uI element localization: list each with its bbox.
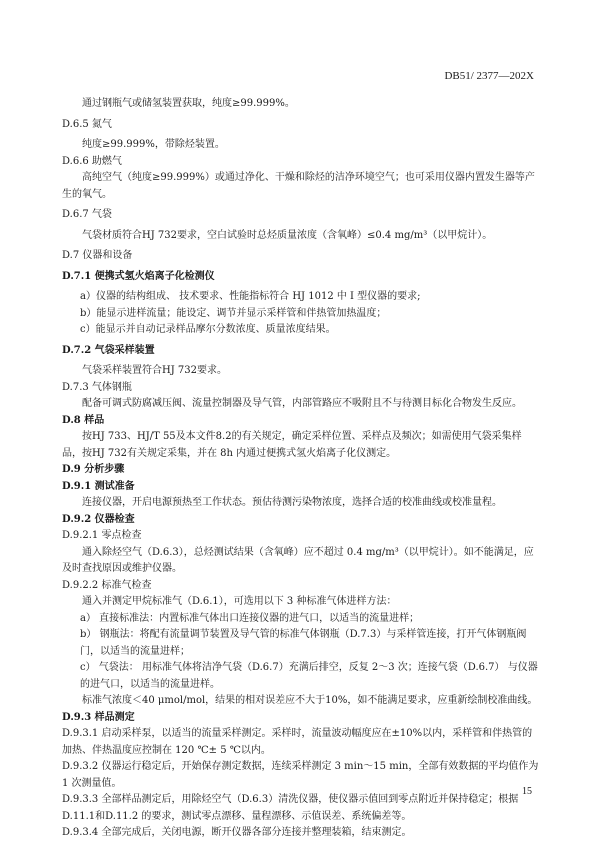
text-line: 高纯空气（纯度≥99.999%）或通过净化、干燥和除烃的洁净环境空气；也可采用仪器内置发生器等产生的氧气。 [62,172,535,200]
text-line: 配备可调式防腐减压阀、流量控制器及导气管，内部管路应不吸附且不与待测目标化合物发生反应。 [82,398,522,409]
text-line: D.6.5 氮气 [62,118,112,130]
text-line: D.9.3.4 全部完成后，关闭电源，断开仪器各部分连接并整理装箱，结束测定。 [62,827,412,838]
text-line: D.6.6 助燃气 [62,155,122,167]
text-line: D.7.1 便携式氢火焰离子化检测仪 [62,270,215,282]
text-line: D.9.3.2 仪器运行稳定后，开始保存测定数据，连续采样测定 3 min～15 min，全部有效数据的平均值作为 1 次测量值。 [62,761,539,789]
page-number: 15 [522,786,532,797]
text-line: 气袋材质符合HJ 732要求，空白试验时总烃质量浓度（含氧峰）≤0.4 mg/m³（以甲烷计）。 [82,229,493,241]
text-line: c） 气袋法： 用标准气体将洁净气袋（D.6.7）充满后排空，反复 2～3 次；连接气袋（D.6.7） 与仪器的进气口，以适当的流量进样。 [80,662,538,690]
text-line: D.9.1 测试准备 [62,480,135,492]
text-line: D.8 样品 [62,414,105,426]
text-line: a） 直接标准法：内置标准气体出口连接仪器的进气口，以适当的流量进样； [80,612,420,624]
text-line: D.9.2.1 零点检查 [62,530,142,541]
text-line: 标准气浓度＜40 μmol/mol，结果的相对误差应不大于10%，如不能满足要求，应重新绘制校准曲线。 [82,695,538,706]
text-line: 气袋采样装置符合HJ 732要求。 [82,365,227,376]
text-line: D.9.3.3 全部样品测定后，用除烃空气（D.6.3）清洗仪器，使仪器示值回到零点附近并保持稳定；根据D.11.1和D.11.2 的要求，测试零点漂移、量程漂移、示值误差、系统偏差等。 [62,794,519,822]
text-line: D.9.2.2 标准气检查 [62,579,152,591]
text-line: D.7.3 气体钢瓶 [62,381,132,393]
text-line: D.9.3.1 启动采样泵，以适当的流量采样测定。采样时，流量波动幅度应在±10%以内，采样管和伴热管的加热、伴热温度应控制在 120 ℃± 5 ℃以内。 [62,728,533,756]
text-line: D.6.7 气袋 [62,209,112,220]
text-line: D.9.3 样品测定 [62,711,135,723]
text-line: D.9.2 仪器检查 [62,513,135,525]
text-line: 连接仪器，开启电源预热至工作状态。预估待测污染物浓度，选择合适的校准曲线或校准量程。 [82,497,502,508]
text-line: D.7.2 气袋采样装置 [62,344,155,356]
text-line: a）仪器的结构组成、 技术要求、性能指标符合 HJ 1012 中 I 型仪器的要求; [80,291,421,302]
text-line: D.7 仪器和设备 [62,250,133,261]
text-line: b） 钢瓶法：将配有流量调节装置及导气管的标准气体钢瓶（D.7.3）与采样管连接，打开气体钢瓶阀门，以适当的流量进样； [80,629,527,657]
text-line: 按HJ 733、HJ/T 55及本文件8.2的有关规定，确定采样位置、采样点及频次；如需使用气袋采集样品，按HJ 732有关规定采集，并在 8h 内通过便携式氢火焰离子化仪测定。 [62,431,522,459]
document-body [62,96,540,842]
text-line: c）能显示并自动记录样品摩尔分数浓度、质量浓度结果。 [80,324,336,335]
text-line: D.9 分析步骤 [62,464,125,475]
text-line: 纯度≥99.999%，带除烃装置。 [82,139,225,150]
document-code: DB51/ 2377—202X [444,70,534,82]
text-line: b）能显示进样流量；能设定、调节并显示采样管和伴热管加热温度； [80,307,387,319]
text-line: 通入除烃空气（D.6.3），总烃测试结果（含氧峰）应不超过 0.4 mg/m³（以甲烷计）。如不能满足，应及时查找原因或维护仪器。 [62,546,534,574]
text-line: 通过钢瓶气或储氢装置获取，纯度≥99.999%。 [82,98,295,109]
text-line: 通入并测定甲烷标准气（D.6.1），可选用以下 3 种标准气体进样方法： [82,596,397,607]
